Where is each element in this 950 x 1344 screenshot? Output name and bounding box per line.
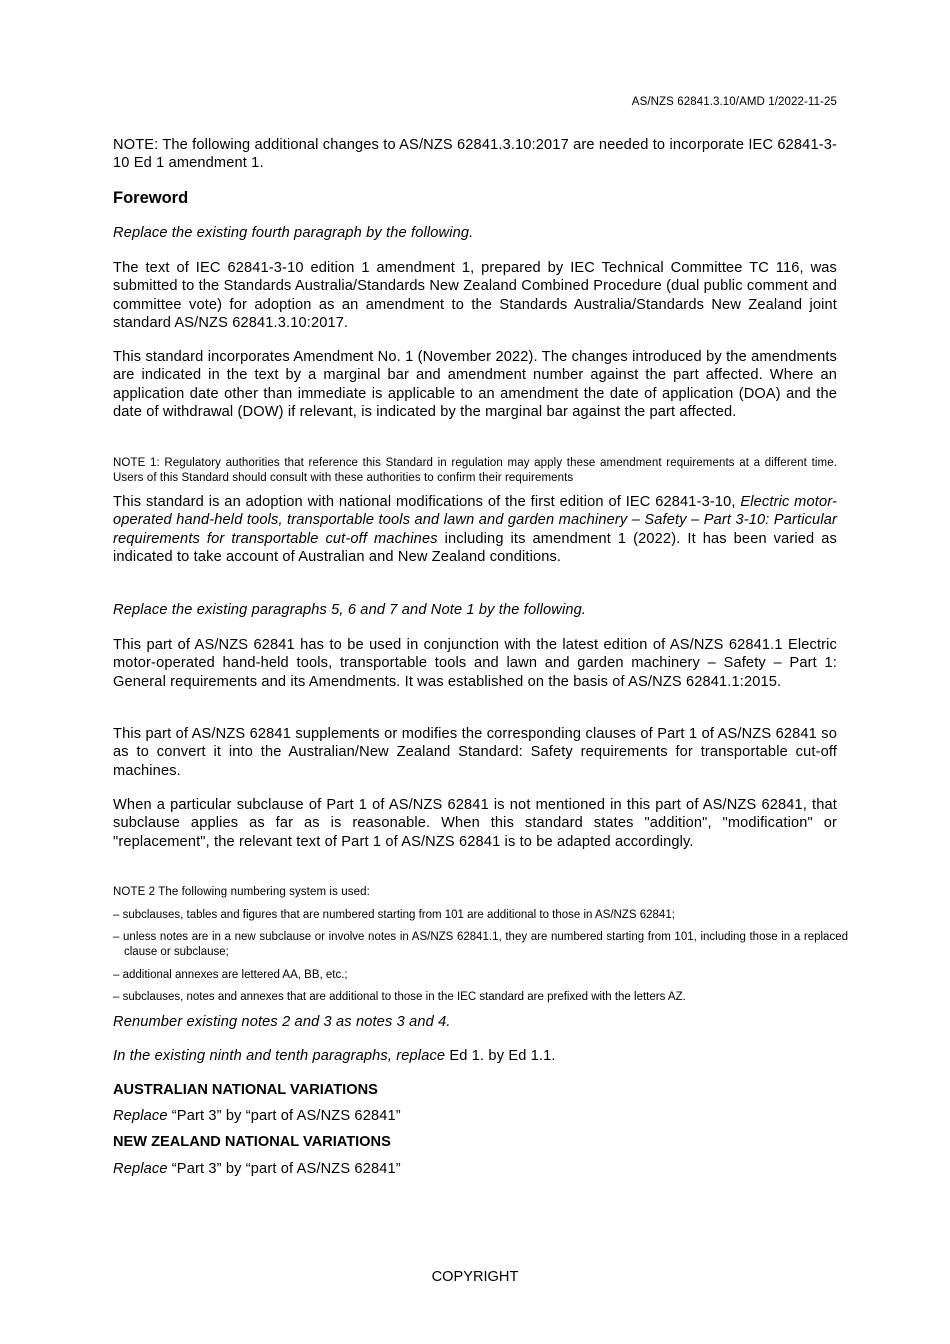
paragraph-text-of-iec: The text of IEC 62841-3-10 edition 1 amendment 1, prepared by IEC Technical Committee TC 116, was submitted to the Standards Australia/Standards New Zealand Combined Procedure (dual public comment and committee vote) for adoption as an amendment to the Standards Australia/Standards New Zealand joint standard AS/NZS 62841.3.10:2017. [113,260,837,332]
document-id-header: AS/NZS 62841.3.10/AMD 1/2022-11-25 [631,96,837,108]
copyright-footer: COPYRIGHT [431,1269,519,1285]
variation-text: “Part 3” by “part of AS/NZS 62841” [167,1108,401,1124]
numbering-list-item: – subclauses, tables and figures that are numbered starting from 101 are additional to those in AS/NZS 62841; [113,909,675,921]
paragraph-subclause: When a particular subclause of Part 1 of AS/NZS 62841 is not mentioned in this part of AS/NZS 62841, that subclause applies as far as is reasonable. When this standard states "addition", "modification" or "replacement", the relevant text of Part 1 of AS/NZS 62841 is to be adapted accordingly. [113,797,837,850]
paragraph-amendment-no1: This standard incorporates Amendment No. 1 (November 2022). The changes introduced by the amendments are indicated in the text by a marginal bar and amendment number against the part affected. Where an application date other than immediate is applicable to an amendment the date of application (DOA) and the date of withdrawal (DOW) if relevant, is indicated by the marginal bar against the part affected. [113,349,837,421]
numbering-list-item: – unless notes are in a new subclause or involve notes in AS/NZS 62841.1, they are numbered starting from 101, including those in a replaced clause or subclause; [113,931,848,958]
instruction-replace-paragraphs: Replace the existing paragraphs 5, 6 and 7 and Note 1 by the following. [113,602,587,618]
australian-variation-text [113,1107,837,1125]
intro-note: NOTE: The following additional changes to AS/NZS 62841.3.10:2017 are needed to incorporate IEC 62841-3-10 Ed 1 amendment 1. [113,137,837,172]
adoption-text-start: This standard is an adoption with national modifications of the first edition of IEC 62841-3-10, [113,494,741,510]
instruction-ninth-tenth-italic: In the existing ninth and tenth paragraphs, replace [113,1048,446,1064]
note-2: NOTE 2 The following numbering system is used: [113,886,370,898]
adoption-text-end: including its amendment 1 (2022). It has been varied as indicated to take account of Australian and New Zealand conditions. [113,530,837,566]
new-zealand-variations-heading: NEW ZEALAND NATIONAL VARIATIONS [113,1134,391,1150]
numbering-list-item: – subclauses, notes and annexes that are additional to those in the IEC standard are prefixed with the letters AZ. [113,991,686,1003]
numbering-list-item: – additional annexes are lettered AA, BB, etc.; [113,969,348,981]
australian-variations-heading: AUSTRALIAN NATIONAL VARIATIONS [113,1082,378,1098]
instruction-replace-fourth: Replace the existing fourth paragraph by the following. [113,225,474,241]
instruction-ninth-tenth-rest: Ed 1. by Ed 1.1. [445,1048,556,1064]
variation-text: “Part 3” by “part of AS/NZS 62841” [167,1161,401,1177]
paragraph-adoption [113,493,837,567]
instruction-ninth-tenth [113,1047,837,1065]
paragraph-conjunction: This part of AS/NZS 62841 has to be used in conjunction with the latest edition of AS/NZS 62841.1 Electric motor-operated hand-held tools, transportable tools and lawn and garden machinery – Safety – Part 1: General requirements and its Amendments. It was established on the basis of AS/NZS 62841.1:2015. [113,637,837,690]
note-1: NOTE 1: Regulatory authorities that reference this Standard in regulation may apply these amendment requirements at a different time. Users of this Standard should consult with these authorities to confirm their requirements [113,457,837,484]
new-zealand-variation-text [113,1160,837,1178]
instruction-renumber: Renumber existing notes 2 and 3 as notes 3 and 4. [113,1014,451,1030]
replace-word: Replace [113,1161,168,1177]
adoption-title-italic: Electric motor-operated hand-held tools, transportable tools and lawn and garden machinery – Safety – Part 3-10: Particular requirements for transportable cut-off machines [113,494,837,547]
paragraph-supplements: This part of AS/NZS 62841 supplements or modifies the corresponding clauses of Part 1 of AS/NZS 62841 so as to convert it into the Australian/New Zealand Standard: Safety requirements for transportable cut-off machines. [113,726,837,779]
replace-word: Replace [113,1108,168,1124]
foreword-heading: Foreword [113,189,189,207]
